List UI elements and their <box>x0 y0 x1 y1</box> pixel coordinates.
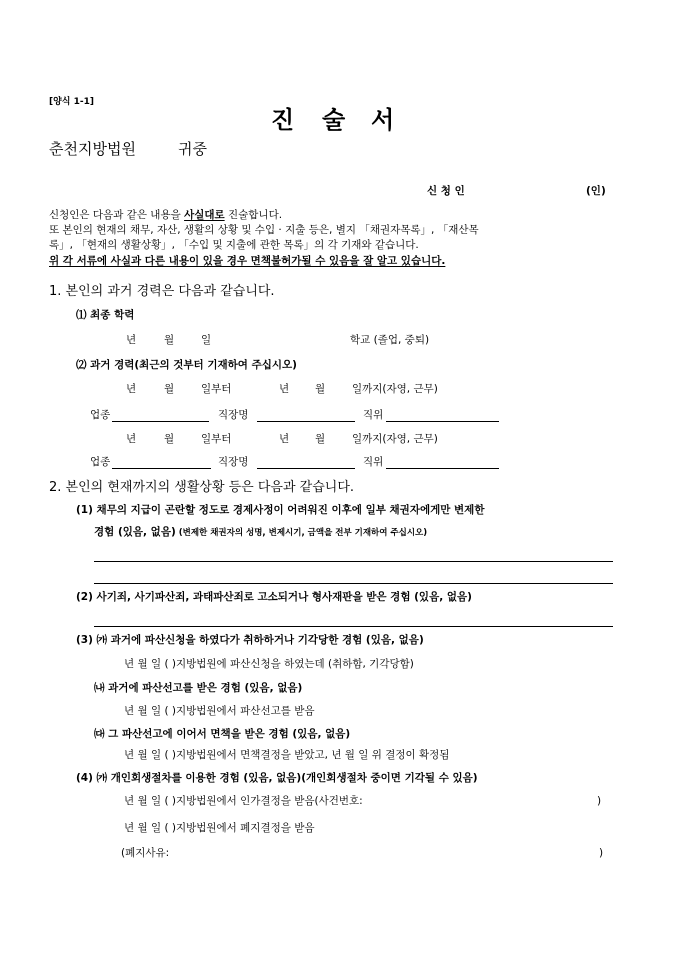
career-1-position-line[interactable] <box>386 421 499 422</box>
career-2-position-line[interactable] <box>386 468 499 469</box>
q3c-text: ㈐ 그 파산선고에 이어서 면책을 받은 경험 (있음, 없음) <box>94 728 351 740</box>
q3c-fill: 년 월 일 ( )지방법원에서 면책결정을 받았고, 년 월 일 위 결정이 확정됨 <box>124 749 450 761</box>
edu-day: 일 <box>201 334 212 346</box>
career-1-from: 일부터 <box>201 383 232 395</box>
career-1-workplace-line[interactable] <box>257 421 355 422</box>
edu-month: 월 <box>164 334 175 346</box>
career-2-workplace-line[interactable] <box>257 468 355 469</box>
career-2-year-to: 년 <box>279 433 290 445</box>
title-char-3: 서 <box>371 106 395 134</box>
career-2-year: 년 <box>126 433 137 445</box>
career-2-month-to: 월 <box>315 433 326 445</box>
q3b-fill: 년 월 일 ( )지방법원에서 파산선고를 받음 <box>124 705 315 717</box>
q3a-fill: 년 월 일 ( )지방법원에 파산신청을 하였는데 (취하함, 기각당함) <box>124 658 414 670</box>
q3a-text: (3) ㈎ 과거에 파산신청을 하였다가 취하하거나 기각당한 경험 (있음, 없음) <box>76 634 424 646</box>
q4-fill-1: 년 월 일 ( )지방법원에서 인가결정을 받음(사건번호: <box>124 795 363 807</box>
q4-fill-1-close: ) <box>597 795 602 807</box>
career-2-month: 월 <box>164 433 175 445</box>
career-1-occupation-line[interactable] <box>112 421 209 422</box>
q4-text: (4) ㈎ 개인회생절차를 이용한 경험 (있음, 없음)(개인회생절차 중이면 기각될 수 있음) <box>76 772 478 784</box>
final-education-label: ⑴ 최종 학력 <box>76 309 135 321</box>
q2-text: (2) 사기죄, 사기파산죄, 과태파산죄로 고소되거나 형사재판을 받은 경험 (있음, 없음) <box>76 591 472 603</box>
career-1-workplace-label: 직장명 <box>218 409 249 421</box>
q1-answer-line-2[interactable] <box>94 583 613 584</box>
edu-school: 학교 (졸업, 중퇴) <box>350 334 430 346</box>
career-1-month: 월 <box>164 383 175 395</box>
q1-line-1: (1) 채무의 지급이 곤란할 정도로 경제사정이 어려워진 이후에 일부 채권자에게만 변제한 <box>76 504 485 516</box>
career-1-position-label: 직위 <box>363 409 384 421</box>
career-2-occupation-line[interactable] <box>112 468 211 469</box>
truthfully-emphasis: 사실대로 <box>184 209 225 221</box>
title-char-2: 술 <box>322 106 346 134</box>
edu-year: 년 <box>126 334 137 346</box>
intro-line-3: 록」, 「현재의 생활상황」, 「수입 및 지출에 관한 목록」의 각 기재와 같습니다. <box>49 239 419 251</box>
career-2-to: 일까지(자영, 근무) <box>352 433 438 445</box>
section-1-heading: 1. 본인의 과거 경력은 다음과 같습니다. <box>49 284 275 299</box>
career-1-month-to: 월 <box>315 383 326 395</box>
career-2-occupation-label: 업종 <box>90 456 111 468</box>
career-2-workplace-label: 직장명 <box>218 456 249 468</box>
court-name: 춘천지방법원 <box>49 140 136 158</box>
q1-answer-line-1[interactable] <box>94 561 613 562</box>
q4-fill-3: (폐지사유: <box>121 847 170 859</box>
intro-line-2: 또 본인의 현재의 채무, 자산, 생활의 상황 및 수입 · 지출 등은, 별지 「채권자목록」, 「재산목 <box>49 224 479 236</box>
q3b-text: ㈏ 과거에 파산선고를 받은 경험 (있음, 없음) <box>94 682 303 694</box>
intro-line-1: 신청인은 다음과 같은 내용을 사실대로 진술합니다. <box>49 209 283 221</box>
applicant-label: 신 청 인 <box>427 185 465 197</box>
court-suffix: 귀중 <box>178 140 207 158</box>
career-1-year: 년 <box>126 383 137 395</box>
applicant-seal: (인) <box>586 185 606 197</box>
career-1-occupation-label: 업종 <box>90 409 111 421</box>
intro-warning: 위 각 서류에 사실과 다른 내용이 있을 경우 면책불허가될 수 있음을 잘 알고 있습니다. <box>49 255 446 267</box>
title-char-1: 진 <box>271 106 295 134</box>
q2-answer-line[interactable] <box>94 626 613 627</box>
section-2-heading: 2. 본인의 현재까지의 생활상황 등은 다음과 같습니다. <box>49 480 355 495</box>
career-2-position-label: 직위 <box>363 456 384 468</box>
career-2-from: 일부터 <box>201 433 232 445</box>
form-number: [양식 1-1] <box>49 97 95 107</box>
career-1-year-to: 년 <box>279 383 290 395</box>
q4-fill-2: 년 월 일 ( )지방법원에서 폐지결정을 받음 <box>124 822 315 834</box>
career-1-to: 일까지(자영, 근무) <box>352 383 438 395</box>
past-career-label: ⑵ 과거 경력(최근의 것부터 기재하여 주십시오) <box>76 359 297 371</box>
q1-line-2: 경험 (있음, 없음) (변제한 채권자의 성명, 변제시기, 금액을 전부 기재하여 주십시오) <box>94 526 428 538</box>
q4-fill-3-close: ) <box>599 847 604 859</box>
